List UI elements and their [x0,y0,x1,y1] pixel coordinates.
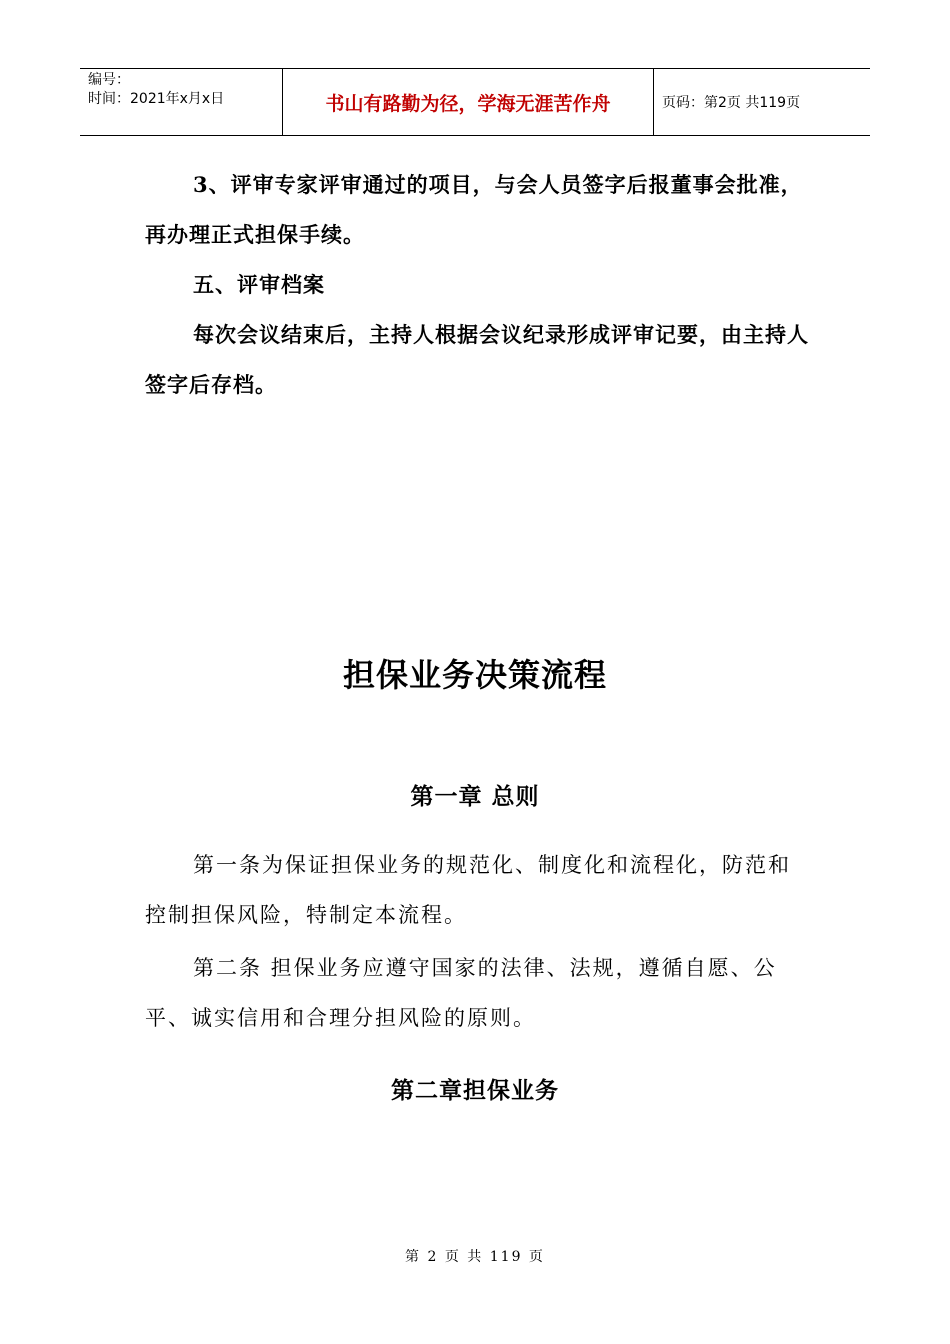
header-motto: 书山有路勤为径，学海无涯苦作舟 [282,69,654,135]
page-footer: 第 2 页 共 119 页 [405,1249,545,1265]
document-date-label: 时间：2021年x月x日 [88,91,225,107]
chapter-heading-business: 第二章担保业务 [391,1077,559,1104]
document-number-label: 编号： [88,72,130,88]
chapter-heading-general: 第一章 总则 [410,783,540,810]
paragraph-approval: 3、评审专家评审通过的项目，与会人员签字后报董事会批准，再办理正式担保手续。 [145,172,803,247]
page-header [80,68,870,136]
section-heading-archives: 五、评审档案 [193,272,325,297]
document-title: 担保业务决策流程 [342,656,607,694]
article-two: 第二条 担保业务应遵守国家的法律、法规，遵循自愿、公平、诚实信用和合理分担风险的原则。 [145,956,777,1030]
header-page-info: 页码：第2页 共119页 [662,95,801,111]
header-meta [80,69,282,135]
article-one: 第一条为保证担保业务的规范化、制度化和流程化，防范和控制担保风险，特制定本流程。 [145,853,791,927]
paragraph-archives: 每次会议结束后，主持人根据会议纪录形成评审记要，由主持人签字后存档。 [145,322,809,397]
